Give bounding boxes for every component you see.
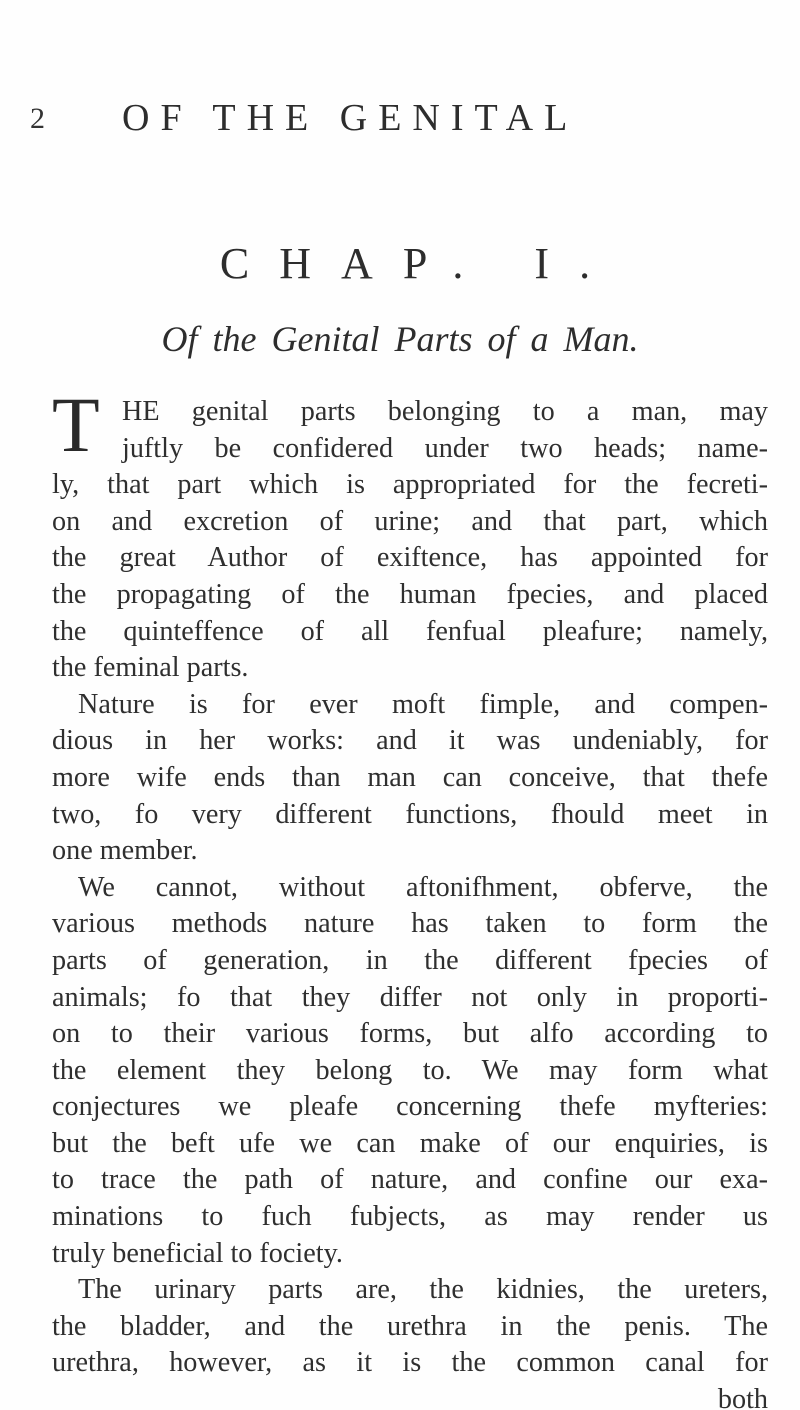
text-line: the element they belong to. We may form what: [52, 1054, 768, 1086]
text-line: urethra, however, as it is the common canal for: [52, 1347, 768, 1379]
text-line: HE genital parts belonging to a man, may: [122, 396, 768, 427]
text-line: the great Author of exiftence, has appointed for: [52, 542, 768, 574]
text-line: We cannot, without aftonifhment, obferve, the: [78, 871, 768, 903]
chapter-subtitle: Of the Genital Parts of a Man.: [161, 319, 639, 359]
text-line: various methods nature has taken to form the: [52, 908, 768, 940]
text-line: the bladder, and the urethra in the penis. The: [52, 1310, 768, 1342]
body-text: [52, 394, 768, 1410]
text-line: to trace the path of nature, and confine our exa-: [52, 1164, 768, 1196]
catchword: both: [717, 1384, 768, 1410]
text-line: but the beft ufe we can make of our enquiries, is: [52, 1127, 768, 1159]
running-head: [30, 96, 770, 146]
text-line: animals; fo that they differ not only in proporti-: [52, 981, 768, 1013]
text-line: minations to fuch fubjects, as may render us: [52, 1201, 768, 1233]
running-head-title: OF THE GENITAL: [122, 97, 579, 139]
text-line: parts of generation, in the different fpecies of: [52, 944, 768, 976]
drop-cap: T: [52, 381, 100, 468]
page-number: 2: [30, 102, 45, 135]
text-line: juftly be confidered under two heads; name-: [122, 432, 768, 464]
text-line: on and excretion of urine; and that part, which: [52, 505, 768, 537]
text-line: on to their various forms, but alfo according to: [52, 1018, 768, 1050]
text-line: ly, that part which is appropriated for the fecreti-: [52, 469, 768, 501]
text-line: the propagating of the human fpecies, and placed: [52, 578, 768, 610]
text-line: the feminal parts.: [52, 652, 249, 684]
text-line: the quinteffence of all fenfual pleafure; namely,: [52, 615, 768, 647]
text-line: conjectures we pleafe concerning thefe myfteries:: [52, 1091, 768, 1123]
text-line: Nature is for ever moft fimple, and compen-: [78, 688, 768, 720]
text-line: truly beneficial to fociety.: [52, 1237, 343, 1269]
chapter-heading: CHAP. I.: [219, 239, 621, 288]
text-line: dious in her works: and it was undeniably, for: [52, 725, 768, 757]
text-line: more wife ends than man can conceive, that thefe: [52, 761, 768, 793]
text-line: The urinary parts are, the kidnies, the ureters,: [78, 1274, 768, 1306]
text-line: two, fo very different functions, fhould meet in: [52, 798, 768, 830]
text-line: one member.: [52, 835, 198, 867]
